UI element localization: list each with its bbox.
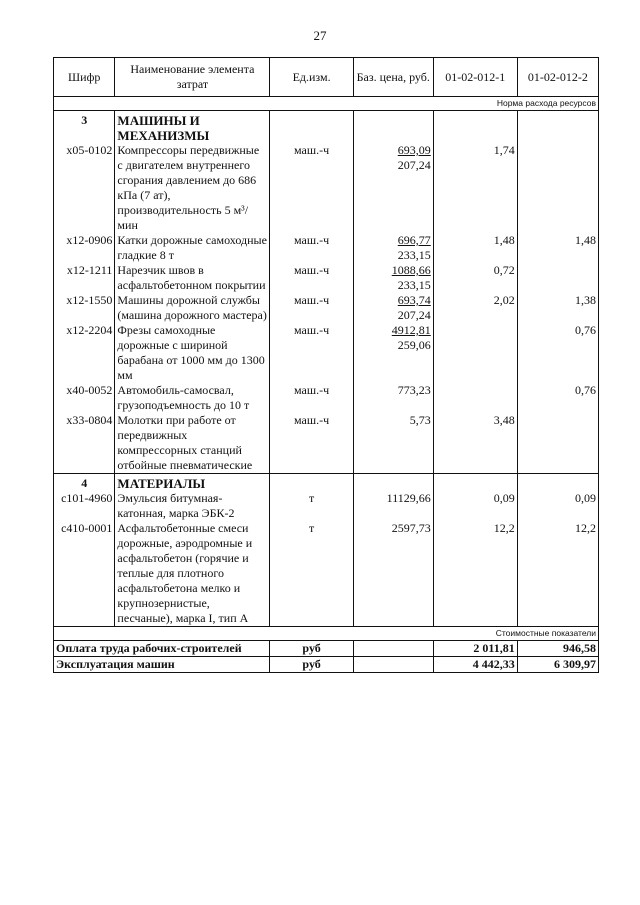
header-col1: 01-02-012-1 [433,58,517,97]
section-header [54,111,599,144]
table-row [54,491,599,521]
row-unit: маш.-ч [270,413,353,474]
row-price: 1088,66 233,15 [353,263,433,293]
header-col2: 01-02-012-2 [517,58,598,97]
row-value-1: 0,72 [433,263,517,293]
row-name: Катки дорожные самоходные гладкие 8 т [115,233,270,263]
row-unit: т [270,491,353,521]
section-number: 3 [54,111,115,144]
section-number: 4 [54,474,115,492]
row-value-2: 0,09 [517,491,598,521]
row-price: 2597,73 [353,521,433,627]
row-unit: маш.-ч [270,323,353,383]
row-value-1 [433,323,517,383]
row-value-1: 0,09 [433,491,517,521]
table-header [54,58,599,97]
section-header [54,474,599,492]
total-label: Эксплуатация машин [54,657,270,673]
row-code: х33-0804 [54,413,115,474]
row-code: х40-0052 [54,383,115,413]
total-value-1: 4 442,33 [433,657,517,673]
table-row [54,263,599,293]
section-title: МАТЕРИАЛЫ [115,474,270,492]
row-value-1: 12,2 [433,521,517,627]
row-name: Машины дорожной службы (машина дорожного мастера) [115,293,270,323]
row-name: Компрессоры передвижные с двигателем внутреннего сгорания давлением до 686 кПа (7 ат), производительность 5 м³/мин [115,143,270,233]
table-row [54,233,599,263]
row-unit: маш.-ч [270,293,353,323]
row-code: х12-1211 [54,263,115,293]
row-price: 693,09 207,24 [353,143,433,233]
row-value-2 [517,413,598,474]
header-price: Баз. цена, руб. [353,58,433,97]
total-row [54,641,599,657]
cost-note: Стоимостные показатели [54,627,599,641]
row-code: х12-1550 [54,293,115,323]
resource-table [53,57,599,673]
row-value-1 [433,383,517,413]
table-row [54,521,599,627]
row-name: Автомобиль-самосвал, грузоподъемность до 10 т [115,383,270,413]
row-price: 773,23 [353,383,433,413]
section-title: МАШИНЫ И МЕХАНИЗМЫ [115,111,270,144]
row-value-2: 12,2 [517,521,598,627]
row-value-2: 1,48 [517,233,598,263]
total-value-2: 946,58 [517,641,598,657]
row-value-1: 2,02 [433,293,517,323]
page-number: 27 [313,28,327,43]
row-value-2 [517,143,598,233]
row-code: с410-0001 [54,521,115,627]
row-unit: маш.-ч [270,263,353,293]
row-value-1: 3,48 [433,413,517,474]
row-name: Эмульсия битумная-катонная, марка ЭБК-2 [115,491,270,521]
row-unit: маш.-ч [270,143,353,233]
row-price: 693,74 207,24 [353,293,433,323]
row-price: 4912,81 259,06 [353,323,433,383]
row-unit: маш.-ч [270,233,353,263]
row-value-2: 0,76 [517,383,598,413]
row-code: х12-2204 [54,323,115,383]
cost-note-row [54,627,599,641]
norm-note-row [54,97,599,111]
row-code: с101-4960 [54,491,115,521]
row-value-2 [517,263,598,293]
row-code: х12-0906 [54,233,115,263]
total-label: Оплата труда рабочих-строителей [54,641,270,657]
total-unit: руб [270,641,353,657]
row-name: Молотки при работе от передвижных компрессорных станций отбойные пневматические [115,413,270,474]
table-row [54,383,599,413]
row-unit: маш.-ч [270,383,353,413]
header-unit: Ед.изм. [270,58,353,97]
header-code: Шифр [54,58,115,97]
row-price: 696,77 233,15 [353,233,433,263]
total-unit: руб [270,657,353,673]
row-value-1: 1,48 [433,233,517,263]
total-value-2: 6 309,97 [517,657,598,673]
table-row [54,143,599,233]
total-value-1: 2 011,81 [433,641,517,657]
row-unit: т [270,521,353,627]
table-row [54,413,599,474]
total-row [54,657,599,673]
row-name: Нарезчик швов в асфальтобетонном покрытии [115,263,270,293]
row-price: 11129,66 [353,491,433,521]
row-name: Фрезы самоходные дорожные с шириной барабана от 1000 мм до 1300 мм [115,323,270,383]
norm-note: Норма расхода ресурсов [54,97,599,111]
row-value-2: 0,76 [517,323,598,383]
row-name: Асфальтобетонные смеси дорожные, аэродромные и асфальтобетон (горячие и теплые для плотного асфальтобетона мелко и крупнозернистые, песчаные), марка I, тип А [115,521,270,627]
row-code: х05-0102 [54,143,115,233]
table-row [54,293,599,323]
row-value-2: 1,38 [517,293,598,323]
row-value-1: 1,74 [433,143,517,233]
row-price: 5,73 [353,413,433,474]
header-name: Наименование элемента затрат [115,58,270,97]
table-row [54,323,599,383]
